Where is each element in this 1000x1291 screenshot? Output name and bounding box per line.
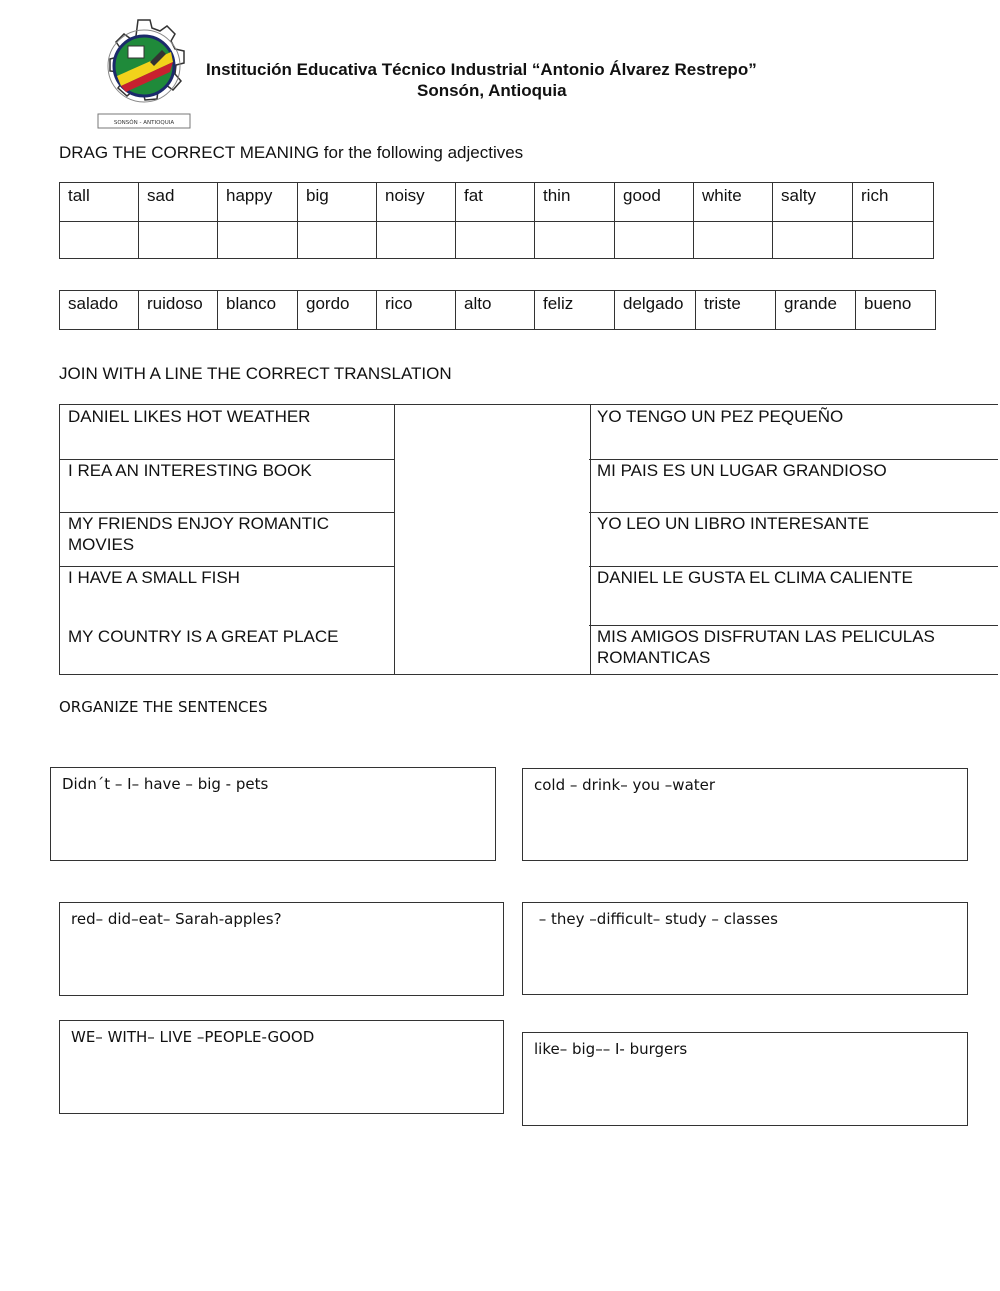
draggable-word[interactable]: triste <box>696 291 776 330</box>
connection-area[interactable] <box>394 404 591 675</box>
sentence-box[interactable] <box>522 1032 968 1126</box>
english-sentence[interactable]: I REA AN INTERESTING BOOK <box>68 461 312 480</box>
adjective-cell: tall <box>60 183 139 222</box>
scrambled-sentence: – they –difficult– study – classes <box>534 910 778 928</box>
english-sentence[interactable]: MY FRIENDS ENJOY ROMANTIC MOVIES <box>68 514 330 554</box>
adjective-cell: sad <box>139 183 218 222</box>
drop-target-cell[interactable] <box>615 222 694 259</box>
draggable-word[interactable]: bueno <box>856 291 936 330</box>
sentence-box[interactable] <box>50 767 496 861</box>
drop-target-cell[interactable] <box>773 222 853 259</box>
scrambled-sentence: cold – drink– you –water <box>534 776 716 794</box>
school-logo <box>96 18 192 130</box>
adjective-cell: good <box>615 183 694 222</box>
sentence-box[interactable] <box>59 1020 504 1114</box>
draggable-word[interactable]: rico <box>377 291 456 330</box>
drop-target-cell[interactable] <box>853 222 934 259</box>
drop-target-cell[interactable] <box>456 222 535 259</box>
draggable-word[interactable]: grande <box>776 291 856 330</box>
drop-target-cell[interactable] <box>139 222 218 259</box>
organize-instruction: ORGANIZE THE SENTENCES <box>59 698 268 716</box>
adjective-cell: salty <box>773 183 853 222</box>
scrambled-sentence: Didn´t – I– have – big - pets <box>62 775 269 793</box>
draggable-word[interactable]: delgado <box>615 291 696 330</box>
adjective-cell: rich <box>853 183 934 222</box>
drop-target-cell[interactable] <box>377 222 456 259</box>
english-sentence[interactable]: I HAVE A SMALL FISH <box>68 568 240 587</box>
english-sentence[interactable]: DANIEL LIKES HOT WEATHER <box>68 407 311 426</box>
drop-target-cell[interactable] <box>60 222 139 259</box>
scrambled-sentence: red– did–eat– Sarah-apples? <box>71 910 282 928</box>
draggable-word[interactable]: gordo <box>298 291 377 330</box>
drop-target-cell[interactable] <box>218 222 298 259</box>
spanish-sentence[interactable]: MIS AMIGOS DISFRUTAN LAS PELICULAS ROMANTICAS <box>597 627 935 667</box>
drop-target-cell[interactable] <box>298 222 377 259</box>
sentence-box[interactable] <box>59 902 504 996</box>
scrambled-sentence: like– big–– I- burgers <box>534 1040 688 1058</box>
spanish-sentence[interactable]: YO TENGO UN PEZ PEQUEÑO <box>597 407 844 426</box>
spanish-sentence[interactable]: YO LEO UN LIBRO INTERESANTE <box>597 514 870 533</box>
adjectives-table <box>59 182 934 259</box>
drop-target-cell[interactable] <box>535 222 615 259</box>
join-table <box>59 404 998 675</box>
spanish-sentence[interactable]: DANIEL LE GUSTA EL CLIMA CALIENTE <box>597 568 913 587</box>
english-sentence[interactable]: MY COUNTRY IS A GREAT PLACE <box>68 627 339 646</box>
adjective-cell: noisy <box>377 183 456 222</box>
institution-location: Sonsón, Antioquia <box>417 81 567 100</box>
sentence-box[interactable] <box>522 768 968 861</box>
institution-name: Institución Educativa Técnico Industrial “Antonio Álvarez Restrepo” <box>206 60 757 79</box>
gear-icon <box>108 20 184 102</box>
adjective-cell: thin <box>535 183 615 222</box>
logo-caption: SONSÓN - ANTIOQUIA <box>113 120 175 126</box>
draggable-word[interactable]: feliz <box>535 291 615 330</box>
drag-instruction: DRAG THE CORRECT MEANING for the following adjectives <box>59 143 524 162</box>
draggable-word[interactable]: salado <box>60 291 139 330</box>
draggable-word[interactable]: blanco <box>218 291 298 330</box>
scrambled-sentence: WE– WITH– LIVE –PEOPLE-GOOD <box>71 1028 315 1046</box>
spanish-column <box>589 404 998 675</box>
spanish-words-table <box>59 290 936 330</box>
spanish-sentence[interactable]: MI PAIS ES UN LUGAR GRANDIOSO <box>597 461 887 480</box>
adjective-cell: big <box>298 183 377 222</box>
adjective-cell: happy <box>218 183 298 222</box>
adjective-cell: fat <box>456 183 535 222</box>
join-instruction: JOIN WITH A LINE THE CORRECT TRANSLATION <box>59 364 452 383</box>
english-column <box>59 404 395 675</box>
draggable-word[interactable]: alto <box>456 291 535 330</box>
adjective-cell: white <box>694 183 773 222</box>
draggable-word[interactable]: ruidoso <box>139 291 218 330</box>
sentence-box[interactable] <box>522 902 968 995</box>
drop-target-cell[interactable] <box>694 222 773 259</box>
